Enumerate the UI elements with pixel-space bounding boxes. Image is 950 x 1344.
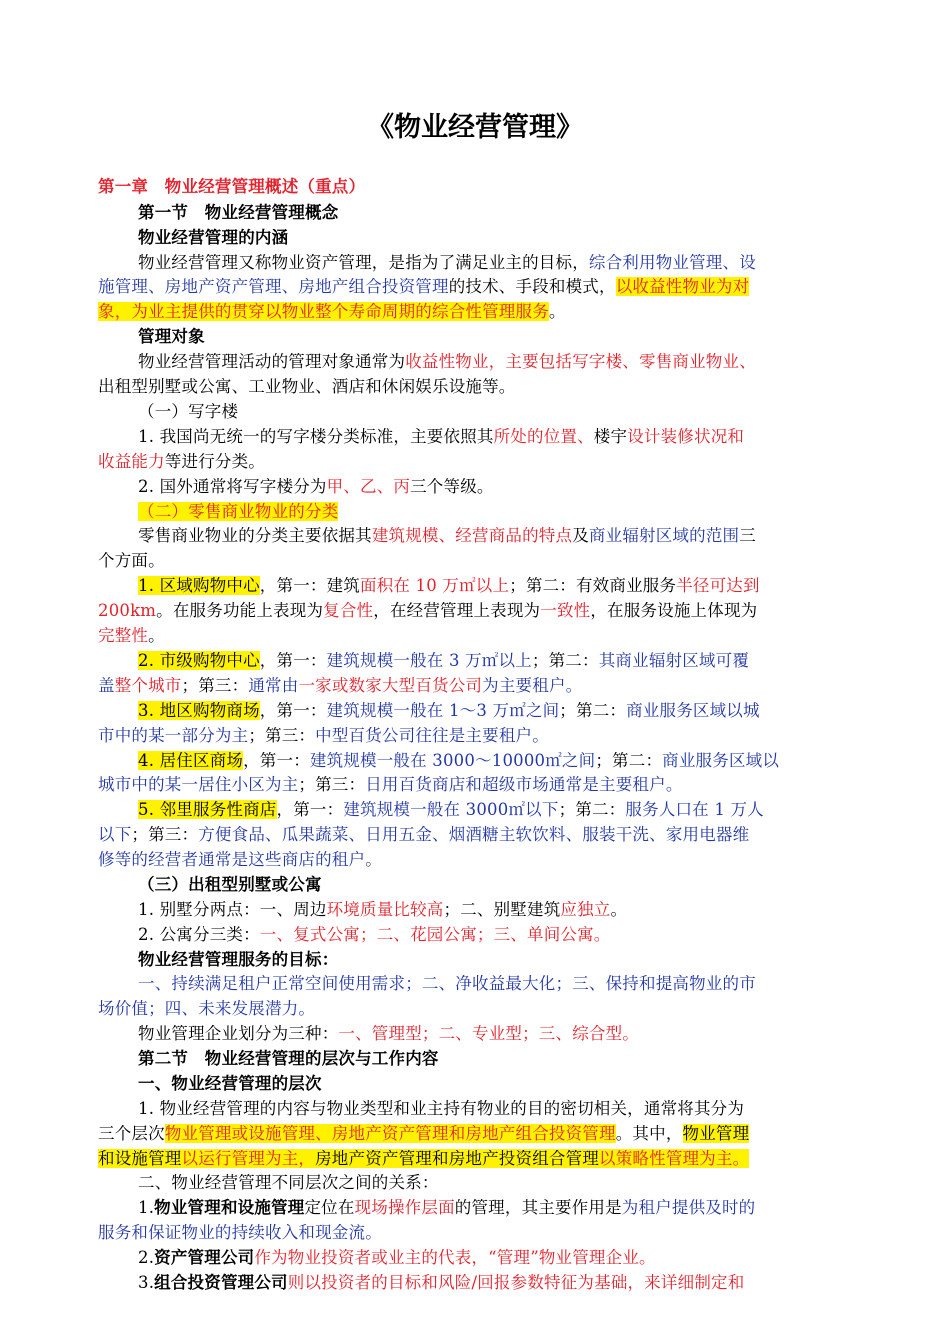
text-run: 3. [138, 1273, 155, 1292]
text-run: 象，为业主提供的贯穿以物业整个寿命周期的综合性管理服务 [98, 302, 549, 321]
text-line [138, 475, 854, 500]
text-run: 零售商业物业的分类主要依据其 [138, 526, 372, 545]
text-run: 方便食品、瓜果蔬菜、日用五金、烟酒糖主软饮料、服装干洗、家用电器维 [198, 825, 750, 844]
text-line [138, 1196, 854, 1221]
text-run: （一）写字楼 [138, 402, 239, 421]
text-run: 商业服务区域以城 [626, 701, 760, 720]
text-line [98, 674, 854, 699]
text-line [138, 1022, 854, 1047]
text-line [98, 724, 854, 749]
text-run: 1. 别墅分两点：一、周边 [138, 900, 327, 919]
text-line [138, 1171, 854, 1196]
text-run: 场价值；四、未来发展潜力。 [98, 999, 316, 1018]
text-run: 物业经营管理又称物业资产管理，是指为了满足业主的目标， [138, 253, 589, 272]
text-line [138, 500, 854, 525]
text-run: 200km [98, 601, 157, 620]
text-run: 商业服务区域以 [662, 751, 780, 770]
text-run: 物业管理企业划分为三种： [138, 1024, 339, 1043]
text-line [98, 624, 854, 649]
text-run: 和设施管理 [98, 1149, 182, 1168]
text-run: 半径可达到 [676, 576, 760, 595]
text-run: 整个城市 [114, 676, 182, 695]
text-run: 物业管理 [682, 1124, 750, 1143]
text-run: 作为物业投资者或业主的代表，“管理”物业管理企业。 [254, 1248, 656, 1267]
text-line [138, 325, 854, 350]
text-line [98, 300, 854, 325]
text-run: 修等的经营者通常是这些商店的租户。 [98, 850, 382, 869]
text-line [98, 1122, 854, 1147]
text-run: 第一节 物业经营管理概念 [138, 203, 339, 222]
text-line [98, 773, 854, 798]
text-run: 复合性 [323, 601, 374, 620]
text-run: 以运行管理为主， [181, 1149, 316, 1168]
text-line [138, 425, 854, 450]
text-line [138, 649, 854, 674]
text-run: 。 [148, 626, 165, 645]
text-line [138, 898, 854, 923]
text-line [138, 798, 854, 823]
text-run: 房地产资产管理和房地产投资组合管理 [315, 1149, 600, 1168]
text-line [138, 574, 854, 599]
text-run: 所处的位置、 [493, 427, 594, 446]
text-line [98, 997, 854, 1022]
text-run: 物业管理或设施管理、房地产资产管理和房地产组合投资管理 [164, 1124, 616, 1143]
text-line [138, 400, 854, 425]
document-title: 《物业经营管理》 [367, 112, 583, 143]
text-line [138, 251, 854, 276]
text-run: ，第一： [276, 800, 344, 819]
text-run: 以策略性管理为主。 [599, 1149, 750, 1168]
text-run: 的技术、手段和模式， [448, 277, 616, 296]
text-run: 日用百货商店和超级市场通常是主要租户。 [365, 775, 683, 794]
text-run: ；第三： [181, 676, 249, 695]
text-run: ；二、别墅建筑 [443, 900, 561, 919]
text-run: 一、持续满足租户正常空间使用需求；二、净收益最大化；三、保持和提高物业的市 [138, 974, 756, 993]
text-run: 环境质量比较高 [326, 900, 444, 919]
text-run: ，在经营管理上表现为 [373, 601, 541, 620]
text-run: 1. 我国尚无统一的写字楼分类标准，主要依照其 [138, 427, 494, 446]
text-run: 。 [548, 302, 566, 321]
text-run: 物业经营管理活动的管理对象通常为 [138, 352, 406, 371]
text-run: 资产管理公司 [154, 1248, 255, 1267]
text-run: ；第二： [595, 751, 663, 770]
text-run: 建筑规模一般在 3000㎡以下 [343, 800, 559, 819]
text-line [98, 848, 854, 873]
text-run: 出租型别墅或公寓、工业物业、酒店和休闲娱乐设施等。 [98, 377, 516, 396]
text-run: 以收益性物业为对 [615, 277, 750, 296]
text-run: 一致性 [540, 601, 591, 620]
text-line [138, 699, 854, 724]
text-run: 为主要租户。 [482, 676, 583, 695]
text-run: 物业经营管理的内涵 [138, 228, 289, 247]
text-run: 第一章 物业经营管理概述（重点） [98, 177, 366, 196]
text-run: 三 [739, 526, 756, 545]
text-run: 现场操作层面 [354, 1198, 455, 1217]
text-line [138, 948, 854, 973]
text-run: 2. [138, 1248, 155, 1267]
text-run: 3. 地区购物商场 [138, 701, 260, 720]
text-run: 个方面。 [98, 551, 165, 570]
text-line [138, 923, 854, 948]
text-run: 建筑规模一般在 1～3 万㎡之间 [326, 701, 560, 720]
text-run: 组合投资管理公司 [154, 1273, 288, 1292]
text-run: 三个层次 [98, 1124, 165, 1143]
text-run: 完整性 [98, 626, 149, 645]
text-line [98, 275, 854, 300]
text-line [138, 524, 854, 549]
text-run: 一、管理型；二、专业型；三、综合型。 [338, 1024, 640, 1043]
text-run: 2. 国外通常将写字楼分为 [138, 477, 327, 496]
text-run: 。其中， [615, 1124, 683, 1143]
text-run: 商业辐射区域的范围 [588, 526, 740, 545]
text-run: 一家或数家大型百货公司 [298, 676, 483, 695]
text-run: 2. 市级购物中心 [138, 651, 260, 670]
text-run: 第二节 物业经营管理的层次与工作内容 [138, 1049, 439, 1068]
text-run: ；第三： [131, 825, 199, 844]
text-line [138, 226, 854, 251]
text-line [138, 201, 854, 226]
text-run: 面积在 10 万㎡以上 [360, 576, 510, 595]
text-run: （三）出租型别墅或公寓 [138, 875, 322, 894]
text-run: 。在服务功能上表现为 [156, 601, 324, 620]
text-line [138, 1072, 854, 1097]
text-line [98, 599, 854, 624]
text-run: 及 [572, 526, 589, 545]
text-run: 等进行分类。 [164, 452, 266, 471]
text-run: ；第二： [559, 701, 627, 720]
text-line [98, 175, 854, 200]
text-run: 4. 居住区商场 [138, 751, 244, 770]
text-run: ，第一： [259, 651, 327, 670]
text-line [138, 1271, 854, 1296]
text-line [138, 350, 854, 375]
text-run: 一、物业经营管理的层次 [138, 1074, 322, 1093]
text-line [98, 450, 854, 475]
text-run: 二、物业经营管理不同层次之间的关系： [138, 1173, 439, 1192]
text-run: ，第一：建筑 [259, 576, 360, 595]
text-run: ；第三： [248, 726, 316, 745]
text-line [98, 375, 854, 400]
text-line [98, 823, 854, 848]
text-run: ；第二： [558, 800, 626, 819]
text-run: 。 [610, 900, 628, 919]
text-run: 市中的某一部分为主 [98, 726, 249, 745]
text-line [98, 1221, 854, 1246]
text-run: 施管理、房地产资产管理、房地产组合投资管理 [98, 277, 449, 296]
text-run: 为租户提供及时的 [621, 1198, 756, 1217]
text-line [98, 549, 854, 574]
text-line [138, 1097, 854, 1122]
text-run: 楼宇 [593, 427, 628, 446]
text-line [138, 1246, 854, 1271]
text-run: 其商业辐射区域可覆 [598, 651, 750, 670]
text-run: 应独立 [560, 900, 611, 919]
text-run: 服务和保证物业的持续收入和现金流。 [98, 1223, 382, 1242]
text-run: 物业经营管理服务的目标： [138, 950, 339, 969]
text-run: 收益性物业，主要包括写字楼、零售商业物业、 [405, 352, 756, 371]
text-run: 定位在 [304, 1198, 355, 1217]
text-run: 则以投资者的目标和风险/回报参数特征为基础，来详细制定和 [287, 1273, 745, 1292]
text-line [138, 873, 854, 898]
text-run: 5. 邻里服务性商店 [138, 800, 277, 819]
text-run: 通常由 [248, 676, 299, 695]
text-run: 1. 物业经营管理的内容与物业类型和业主持有物业的目的密切相关，通常将其分为 [138, 1099, 745, 1118]
text-run: ；第二：有效商业服务 [509, 576, 677, 595]
text-run: ，第一： [243, 751, 310, 770]
text-run: 中型百货公司往往是主要租户。 [315, 726, 549, 745]
text-line [138, 749, 854, 774]
text-run: 设计装修状况和 [627, 427, 745, 446]
text-line [138, 972, 854, 997]
text-run: 城市中的某一居住小区为主 [98, 775, 299, 794]
text-line [98, 1147, 854, 1172]
text-run: ，第一： [259, 701, 327, 720]
text-run: 综合利用物业管理、设 [588, 253, 756, 272]
text-run: 以下 [98, 825, 132, 844]
text-run: ，在服务设施上体现为 [590, 601, 758, 620]
text-run: ；第三： [298, 775, 366, 794]
text-run: 服务人口在 1 万人 [625, 800, 764, 819]
text-run: 三个等级。 [410, 477, 494, 496]
text-run: 建筑规模一般在 3 万㎡以上 [326, 651, 532, 670]
text-run: 甲、乙、丙 [326, 477, 411, 496]
text-run: 收益能力 [98, 452, 165, 471]
text-run: 物业管理和设施管理 [154, 1198, 305, 1217]
text-run: 1. [138, 1198, 155, 1217]
text-run: 1. 区域购物中心 [138, 576, 260, 595]
text-run: 一、复式公寓；二、花园公寓；三、单间公寓。 [259, 925, 611, 944]
text-run: 管理对象 [138, 327, 205, 346]
text-run: 的管理，其主要作用是 [454, 1198, 622, 1217]
text-run: 建筑规模一般在 3000～10000㎡之间 [309, 751, 596, 770]
text-run: 2. 公寓分三类： [138, 925, 260, 944]
text-run: ；第二： [531, 651, 599, 670]
text-line [138, 1047, 854, 1072]
text-run: 建筑规模、经营商品的特点 [371, 526, 573, 545]
text-run: 盖 [98, 676, 115, 695]
text-run: （二）零售商业物业的分类 [138, 502, 339, 521]
